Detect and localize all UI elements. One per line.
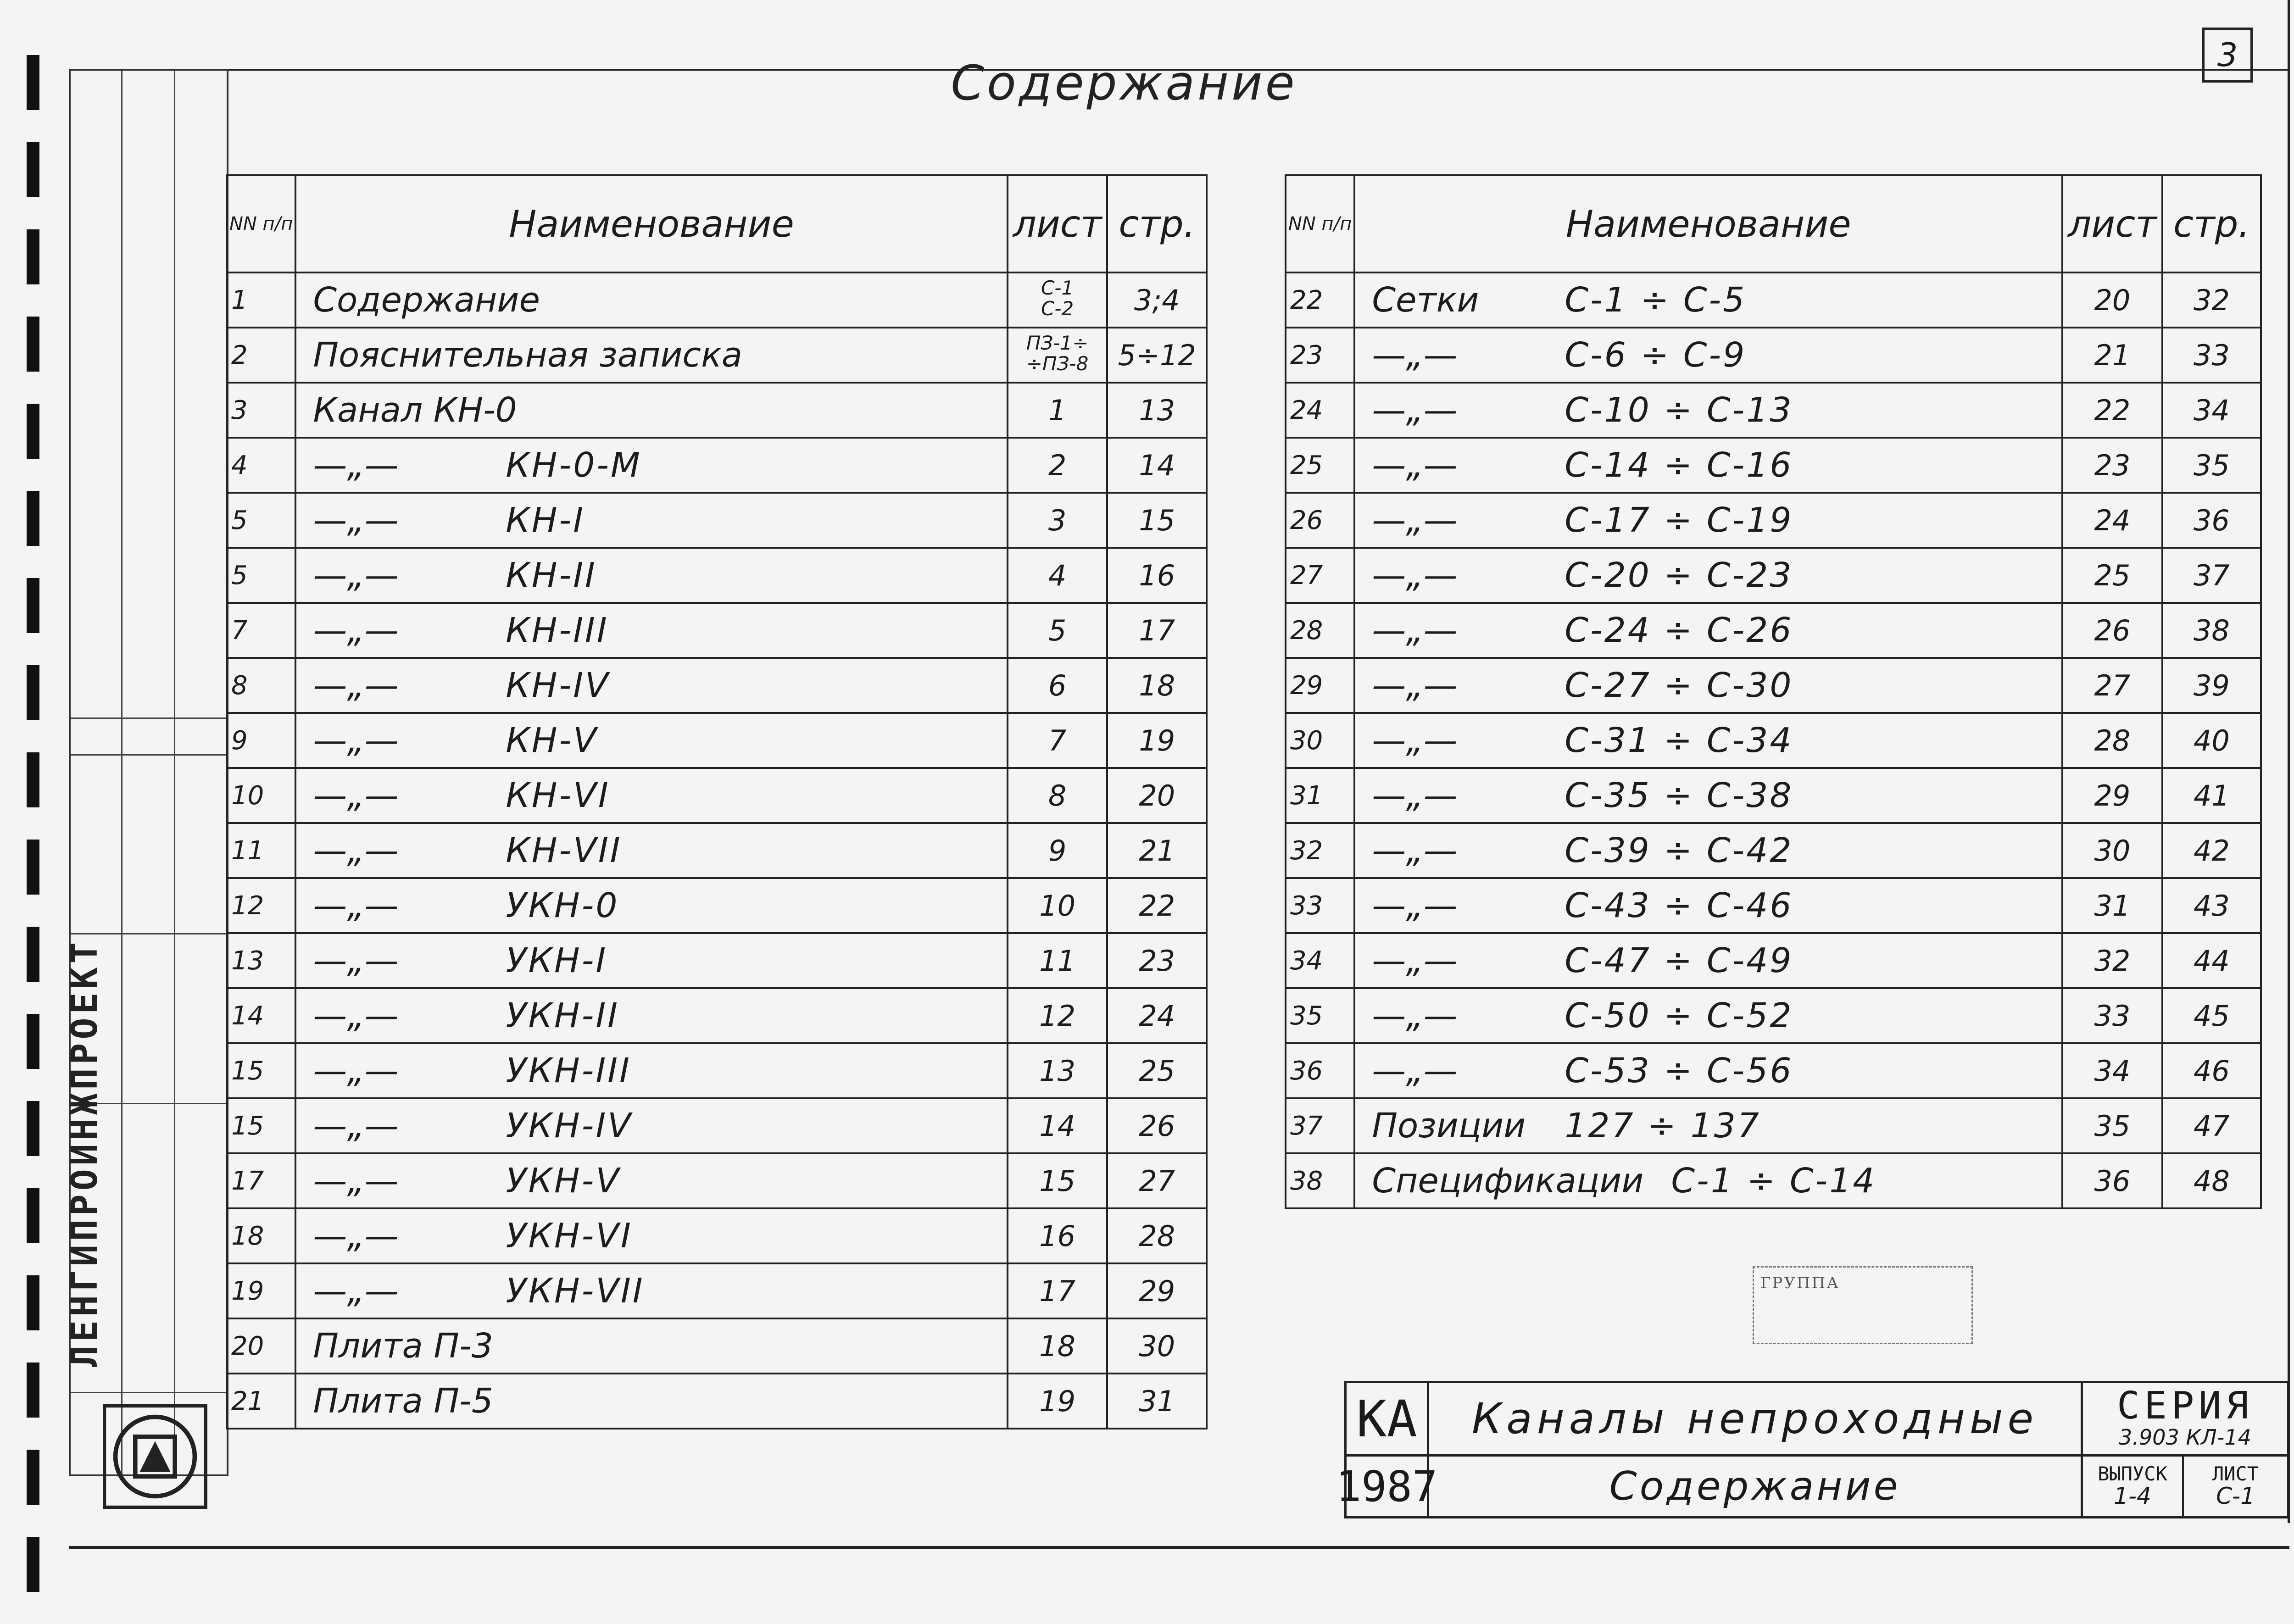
row-mark: УКН-I [506, 941, 608, 980]
row-mark: С-1 ÷ С-14 [1671, 1161, 1876, 1201]
row-name-text: —„— [313, 831, 399, 870]
row-name [295, 328, 1007, 383]
title-block-subtitle: Содержание [1609, 1463, 1901, 1509]
contents-table-right [1285, 174, 2262, 1209]
row-page: 29 [1107, 1263, 1207, 1318]
row-sheet: 6 [1008, 658, 1108, 713]
table-row [1286, 1098, 2261, 1153]
row-mark: КН-V [506, 721, 598, 760]
row-name-text: —„— [313, 1216, 399, 1256]
row-number: 17 [227, 1153, 295, 1208]
row-number: 11 [227, 823, 295, 878]
row-page: 21 [1107, 823, 1207, 878]
row-sheet [1008, 328, 1108, 383]
table-row [227, 1043, 1207, 1098]
row-sheet: 22 [2062, 383, 2162, 438]
row-name [295, 548, 1007, 603]
row-sheet: 12 [1008, 988, 1108, 1043]
row-number: 12 [227, 878, 295, 933]
row-number: 2 [227, 328, 295, 383]
row-number: 14 [227, 988, 295, 1043]
table-row [227, 658, 1207, 713]
table-row [227, 273, 1207, 328]
row-page: 48 [2162, 1153, 2261, 1208]
column-header-page: стр. [1107, 175, 1207, 273]
table-row [227, 878, 1207, 933]
title-block-org: КА [1347, 1383, 1429, 1457]
row-page: 5÷12 [1107, 328, 1207, 383]
row-name-text: —„— [313, 501, 399, 540]
row-name [1354, 493, 2062, 548]
row-name [295, 383, 1007, 438]
row-number: 21 [227, 1374, 295, 1429]
row-number: 5 [227, 548, 295, 603]
row-name-text: Пояснительная записка [313, 335, 743, 375]
table-row [1286, 1043, 2261, 1098]
row-mark: С-50 ÷ С-52 [1565, 996, 1793, 1035]
row-sheet: 25 [2062, 548, 2162, 603]
row-name [295, 1098, 1007, 1153]
row-name [1354, 823, 2062, 878]
row-mark: С-47 ÷ С-49 [1565, 941, 1793, 980]
row-page: 16 [1107, 548, 1207, 603]
row-name [1354, 1153, 2062, 1208]
row-page: 39 [2162, 658, 2261, 713]
row-sheet: 17 [1008, 1263, 1108, 1318]
row-name [1354, 438, 2062, 493]
row-name-text: —„— [1372, 501, 1458, 540]
row-sheet: 27 [2062, 658, 2162, 713]
row-number: 36 [1286, 1043, 1354, 1098]
row-name-text: —„— [1372, 556, 1458, 595]
row-mark: УКН-II [506, 996, 619, 1035]
row-mark: С-24 ÷ С-26 [1565, 611, 1793, 650]
table-row [1286, 878, 2261, 933]
row-page: 27 [1107, 1153, 1207, 1208]
row-number: 26 [1286, 493, 1354, 548]
row-name [295, 713, 1007, 768]
row-mark: КН-III [506, 611, 609, 650]
row-mark: С-17 ÷ С-19 [1565, 501, 1793, 540]
row-page: 20 [1107, 768, 1207, 823]
row-number: 9 [227, 713, 295, 768]
table-row [227, 1374, 1207, 1429]
table-row [227, 1153, 1207, 1208]
row-mark: УКН-IV [506, 1106, 633, 1146]
row-sheet: 11 [1008, 933, 1108, 988]
row-page: 41 [2162, 768, 2261, 823]
row-name [1354, 658, 2062, 713]
row-sheet: 34 [2062, 1043, 2162, 1098]
row-mark: С-6 ÷ С-9 [1565, 335, 1747, 375]
row-sheet: 30 [2062, 823, 2162, 878]
row-number: 32 [1286, 823, 1354, 878]
row-page: 45 [2162, 988, 2261, 1043]
row-number: 10 [227, 768, 295, 823]
row-name [295, 658, 1007, 713]
page-title: Содержание [951, 55, 1297, 111]
row-name [295, 878, 1007, 933]
table-row [227, 933, 1207, 988]
row-page: 25 [1107, 1043, 1207, 1098]
row-page: 23 [1107, 933, 1207, 988]
row-number: 15 [227, 1098, 295, 1153]
issue-label: ВЫПУСК [2098, 1462, 2167, 1485]
sheet-value: С-1 [2216, 1482, 2255, 1509]
row-mark: С-14 ÷ С-16 [1565, 445, 1793, 485]
row-mark: С-43 ÷ С-46 [1565, 886, 1793, 925]
binding-marks [27, 55, 39, 1615]
row-number: 35 [1286, 988, 1354, 1043]
row-name-text: —„— [313, 996, 399, 1035]
row-number: 19 [227, 1263, 295, 1318]
row-name-text: —„— [313, 556, 399, 595]
row-sheet: 35 [2062, 1098, 2162, 1153]
row-page: 34 [2162, 383, 2261, 438]
row-name [295, 1374, 1007, 1429]
row-name-text: —„— [313, 666, 399, 705]
row-mark: УКН-V [506, 1161, 621, 1201]
row-sheet: 15 [1008, 1153, 1108, 1208]
table-row [1286, 493, 2261, 548]
row-mark: КН-IV [506, 666, 610, 705]
row-number: 24 [1286, 383, 1354, 438]
row-sheet: 31 [2062, 878, 2162, 933]
row-sheet: 7 [1008, 713, 1108, 768]
row-number: 37 [1286, 1098, 1354, 1153]
row-name [1354, 1043, 2062, 1098]
table-row [227, 438, 1207, 493]
table-row [1286, 603, 2261, 658]
table-row [1286, 273, 2261, 328]
row-name-text: —„— [313, 1161, 399, 1201]
row-name [1354, 273, 2062, 328]
table-row [1286, 933, 2261, 988]
row-page: 43 [2162, 878, 2261, 933]
row-name-text: —„— [313, 1051, 399, 1090]
issue-value: 1-4 [2114, 1482, 2151, 1509]
row-number: 13 [227, 933, 295, 988]
column-header-name: Наименование [295, 175, 1007, 273]
row-mark: С-10 ÷ С-13 [1565, 390, 1793, 430]
row-page: 37 [2162, 548, 2261, 603]
row-name [1354, 988, 2062, 1043]
column-header-name: Наименование [1354, 175, 2062, 273]
row-page: 26 [1107, 1098, 1207, 1153]
row-name [295, 603, 1007, 658]
row-name-text: —„— [1372, 941, 1458, 980]
row-sheet: 16 [1008, 1208, 1108, 1263]
row-page: 15 [1107, 493, 1207, 548]
row-sheet: 14 [1008, 1098, 1108, 1153]
row-mark: УКН-III [506, 1051, 631, 1090]
row-sheet: 4 [1008, 548, 1108, 603]
row-sheet-bottom: С-2 [1041, 297, 1074, 320]
row-page: 14 [1107, 438, 1207, 493]
series-label: СЕРИЯ [2117, 1384, 2253, 1428]
frame-bottom-line [69, 1546, 2289, 1549]
row-name [1354, 328, 2062, 383]
row-name [1354, 383, 2062, 438]
row-name [295, 493, 1007, 548]
row-sheet: 18 [1008, 1318, 1108, 1374]
title-block-title: Каналы непроходные [1429, 1383, 2081, 1457]
row-name [1354, 548, 2062, 603]
row-name [295, 823, 1007, 878]
row-name-text: Содержание [313, 280, 540, 320]
table-row [1286, 328, 2261, 383]
row-page: 32 [2162, 273, 2261, 328]
row-sheet: 36 [2062, 1153, 2162, 1208]
row-mark: С-20 ÷ С-23 [1565, 556, 1793, 595]
row-mark: С-27 ÷ С-30 [1565, 666, 1793, 705]
table-row [1286, 823, 2261, 878]
table-row [227, 328, 1207, 383]
row-name [295, 1263, 1007, 1318]
row-number: 3 [227, 383, 295, 438]
row-name-text: —„— [313, 886, 399, 925]
row-name [295, 1153, 1007, 1208]
row-page: 42 [2162, 823, 2261, 878]
table-row [1286, 713, 2261, 768]
row-name [1354, 878, 2062, 933]
column-header-sheet: лист [1008, 175, 1108, 273]
row-mark: С-39 ÷ С-42 [1565, 831, 1793, 870]
row-sheet: 32 [2062, 933, 2162, 988]
row-number: 25 [1286, 438, 1354, 493]
row-page: 44 [2162, 933, 2261, 988]
row-number: 34 [1286, 933, 1354, 988]
row-name-text: —„— [1372, 996, 1458, 1035]
row-sheet: 26 [2062, 603, 2162, 658]
row-sheet: 28 [2062, 713, 2162, 768]
row-name-text: —„— [313, 445, 399, 485]
row-number: 20 [227, 1318, 295, 1374]
row-page: 3;4 [1107, 273, 1207, 328]
row-name-text: —„— [313, 776, 399, 815]
row-name-text: —„— [1372, 335, 1458, 375]
row-page: 35 [2162, 438, 2261, 493]
row-sheet: 23 [2062, 438, 2162, 493]
row-name-text: Позиции [1372, 1106, 1526, 1146]
table-row [1286, 768, 2261, 823]
row-sheet: 29 [2062, 768, 2162, 823]
row-name-text: —„— [1372, 721, 1458, 760]
row-sheet: 3 [1008, 493, 1108, 548]
row-sheet [1008, 273, 1108, 328]
row-mark: 127 ÷ 137 [1565, 1106, 1761, 1146]
row-sheet: 1 [1008, 383, 1108, 438]
row-mark: КН-VII [506, 831, 622, 870]
row-name [295, 988, 1007, 1043]
table-row [1286, 548, 2261, 603]
row-mark: УКН-0 [506, 886, 619, 925]
row-mark: С-35 ÷ С-38 [1565, 776, 1793, 815]
table-header-row [1286, 175, 2261, 273]
row-mark: КН-II [506, 556, 597, 595]
row-number: 15 [227, 1043, 295, 1098]
row-page: 47 [2162, 1098, 2261, 1153]
column-header-num: NN п/п [1286, 175, 1354, 273]
table-header-row [227, 175, 1207, 273]
row-page: 28 [1107, 1208, 1207, 1263]
row-name [1354, 1098, 2062, 1153]
row-name [295, 1043, 1007, 1098]
row-page: 22 [1107, 878, 1207, 933]
title-block [1336, 1381, 2289, 1518]
row-name [1354, 933, 2062, 988]
row-name-text: —„— [313, 1106, 399, 1146]
row-name [295, 438, 1007, 493]
row-sheet: 9 [1008, 823, 1108, 878]
row-sheet-top: С-1 [1041, 277, 1074, 300]
row-name [295, 1318, 1007, 1374]
series-value: 3.903 КЛ-14 [2119, 1424, 2251, 1450]
title-block-year: 1987 [1347, 1457, 1429, 1516]
row-name-text: —„— [313, 721, 399, 760]
row-number: 27 [1286, 548, 1354, 603]
table-row [227, 1318, 1207, 1374]
frame-right-line [2288, 0, 2290, 1523]
row-number: 31 [1286, 768, 1354, 823]
row-sheet-bottom: ÷ПЗ-8 [1026, 352, 1089, 375]
row-number: 18 [227, 1208, 295, 1263]
contents-table-left [226, 174, 1208, 1429]
row-page: 33 [2162, 328, 2261, 383]
table-row [1286, 988, 2261, 1043]
row-name-text: —„— [313, 941, 399, 980]
row-name [295, 273, 1007, 328]
row-number: 22 [1286, 273, 1354, 328]
organization-logo-icon [100, 1402, 210, 1512]
table-row [227, 548, 1207, 603]
column-header-sheet: лист [2062, 175, 2162, 273]
row-name-text: —„— [1372, 611, 1458, 650]
row-number: 29 [1286, 658, 1354, 713]
row-name-text: —„— [1372, 445, 1458, 485]
organization-name: ЛЕНГИПРОИНЖПРОЕКТ [64, 938, 106, 1367]
row-name-text: —„— [1372, 886, 1458, 925]
row-number: 33 [1286, 878, 1354, 933]
row-mark: КН-I [506, 501, 585, 540]
row-name [1354, 603, 2062, 658]
row-name-text: —„— [313, 1271, 399, 1311]
row-number: 8 [227, 658, 295, 713]
table-row [1286, 438, 2261, 493]
row-number: 28 [1286, 603, 1354, 658]
row-mark: КН-0-М [506, 445, 642, 485]
row-name-text: —„— [1372, 831, 1458, 870]
row-page: 24 [1107, 988, 1207, 1043]
row-page: 46 [2162, 1043, 2261, 1098]
row-name-text: —„— [1372, 1051, 1458, 1090]
row-name [1354, 768, 2062, 823]
table-row [1286, 1153, 2261, 1208]
column-header-page: стр. [2162, 175, 2261, 273]
table-row [1286, 658, 2261, 713]
table-row [227, 1208, 1207, 1263]
row-name [1354, 713, 2062, 768]
table-row [227, 1263, 1207, 1318]
row-name [295, 1208, 1007, 1263]
row-number: 7 [227, 603, 295, 658]
row-sheet-top: ПЗ-1÷ [1026, 332, 1089, 355]
row-mark: С-1 ÷ С-5 [1565, 280, 1747, 320]
row-name [295, 933, 1007, 988]
table-row [1286, 383, 2261, 438]
table-row [227, 713, 1207, 768]
row-sheet: 5 [1008, 603, 1108, 658]
row-sheet: 13 [1008, 1043, 1108, 1098]
table-row [227, 383, 1207, 438]
row-sheet: 10 [1008, 878, 1108, 933]
table-row [227, 1098, 1207, 1153]
row-page: 30 [1107, 1318, 1207, 1374]
row-number: 23 [1286, 328, 1354, 383]
sheet-label: ЛИСТ [2212, 1462, 2259, 1485]
row-page: 40 [2162, 713, 2261, 768]
row-mark: С-31 ÷ С-34 [1565, 721, 1793, 760]
title-block-issue [2081, 1457, 2184, 1516]
title-block-sheet [2184, 1457, 2287, 1516]
row-sheet: 8 [1008, 768, 1108, 823]
row-name-text: Плита П-5 [313, 1381, 493, 1421]
sheet-number: 3 [2202, 28, 2253, 83]
row-page: 13 [1107, 383, 1207, 438]
row-number: 1 [227, 273, 295, 328]
table-row [227, 988, 1207, 1043]
row-page: 36 [2162, 493, 2261, 548]
row-name [295, 768, 1007, 823]
row-sheet: 2 [1008, 438, 1108, 493]
table-row [227, 493, 1207, 548]
row-page: 38 [2162, 603, 2261, 658]
row-number: 5 [227, 493, 295, 548]
row-mark: КН-VI [506, 776, 610, 815]
row-sheet: 21 [2062, 328, 2162, 383]
row-page: 31 [1107, 1374, 1207, 1429]
row-name-text: Спецификации [1372, 1161, 1644, 1201]
row-name-text: Сетки [1372, 280, 1479, 320]
table-row [227, 768, 1207, 823]
row-number: 4 [227, 438, 295, 493]
row-name-text: Канал КН-0 [313, 390, 517, 430]
row-name-text: —„— [1372, 390, 1458, 430]
row-name-text: —„— [1372, 666, 1458, 705]
row-number: 30 [1286, 713, 1354, 768]
faded-stamp: ГРУППА [1753, 1266, 1973, 1344]
row-page: 17 [1107, 603, 1207, 658]
row-mark: С-53 ÷ С-56 [1565, 1051, 1793, 1090]
table-row [227, 603, 1207, 658]
title-block-series [2081, 1383, 2287, 1457]
row-name-text: Плита П-3 [313, 1326, 493, 1366]
column-header-num: NN п/п [227, 175, 295, 273]
row-sheet: 24 [2062, 493, 2162, 548]
table-row [227, 823, 1207, 878]
row-name-text: —„— [1372, 776, 1458, 815]
row-sheet: 33 [2062, 988, 2162, 1043]
row-mark: УКН-VII [506, 1271, 645, 1311]
row-mark: УКН-VI [506, 1216, 633, 1256]
row-page: 18 [1107, 658, 1207, 713]
row-number: 38 [1286, 1153, 1354, 1208]
row-page: 19 [1107, 713, 1207, 768]
row-name-text: —„— [313, 611, 399, 650]
row-sheet: 20 [2062, 273, 2162, 328]
row-sheet: 19 [1008, 1374, 1108, 1429]
